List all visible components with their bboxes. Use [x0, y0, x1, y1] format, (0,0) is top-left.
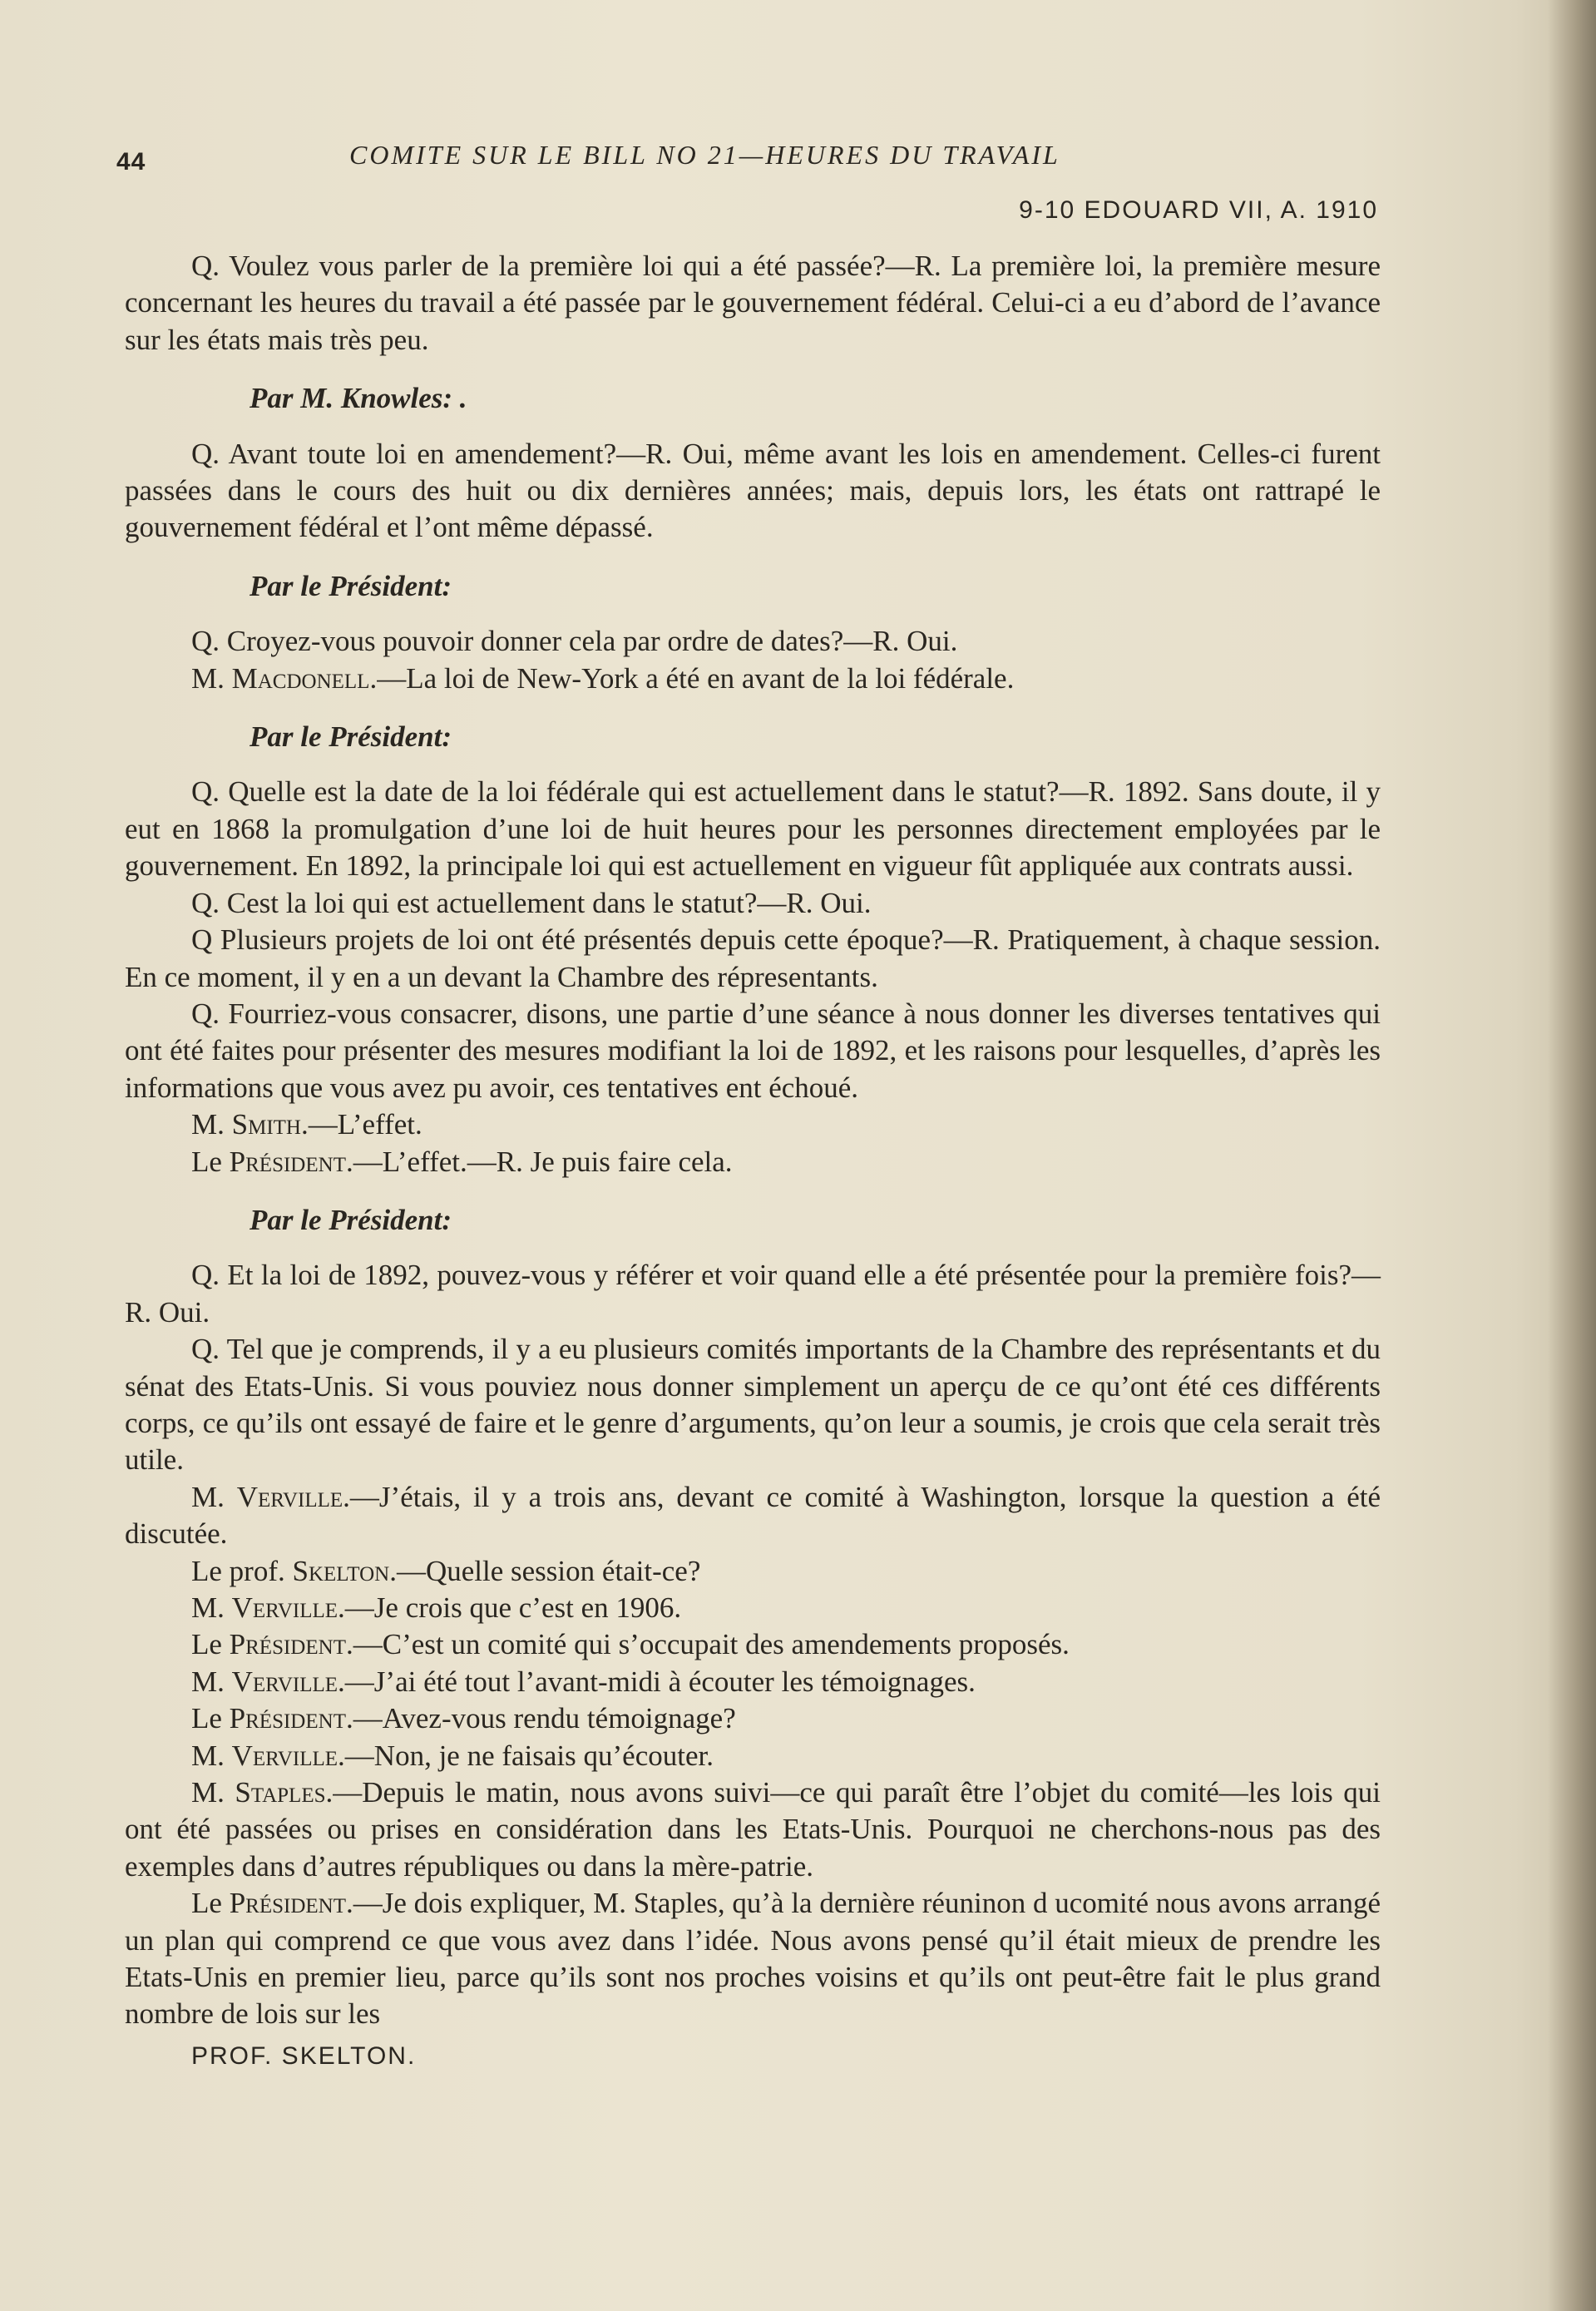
speaker-prefix: M. — [191, 1591, 232, 1624]
dialogue-text: .—J’étais, il y a trois ans, devant ce comité à Washington, lorsque la question a été discutée. — [125, 1480, 1381, 1551]
dialogue-text: .—J’ai été tout l’avant-midi à écouter les témoignages. — [338, 1665, 976, 1698]
speaker-name: Verville — [236, 1480, 343, 1513]
text-paragraph: Q. Tel que je comprends, il y a eu plusieurs comités importants de la Chambre des représentants et du sénat des Etats-Unis. Si vous pouviez nous donner simplement un aperçu de ce qu’ont été ces différents corps, ce qu’ils ont essayé de faire et le genre d’arguments, qu’on leur a soumis, je crois que cela serait très utile. — [125, 1333, 1381, 1477]
dialogue-paragraph — [125, 1479, 1381, 1553]
speaker-prefix: Le — [191, 1702, 230, 1735]
speaker-name: Président — [229, 1702, 346, 1735]
binding-shadow — [1548, 0, 1596, 2311]
speaker-prefix: Le prof. — [191, 1554, 293, 1587]
dialogue-paragraph — [125, 1774, 1381, 1885]
speaker-heading: Par M. Knowles: . — [250, 382, 467, 415]
dialogue-paragraph — [125, 1664, 1381, 1700]
speaker-prefix: M. — [191, 1776, 235, 1809]
speaker-name: Verville — [231, 1591, 338, 1624]
speaker-prefix: M. — [191, 661, 232, 695]
speaker-name: Macdonell — [231, 661, 370, 695]
text-paragraph: Q. Et la loi de 1892, pouvez-vous y référer et voir quand elle a été présentée pour la première fois?—R. Oui. — [125, 1259, 1381, 1329]
speaker-heading: Par le Président: — [250, 569, 452, 602]
text-paragraph: Q. Avant toute loi en amendement?—R. Oui, même avant les lois en amendement. Celles-ci furent passées dans le cours des huit ou dix dernières années; mais, depuis lors, les états ont rattrapé le gouvernement fédéral et l’ont même dépassé. — [125, 437, 1381, 544]
speaker-name: Staples — [235, 1776, 326, 1809]
dialogue-text: .—C’est un comité qui s’occupait des amendements proposés. — [345, 1628, 1070, 1661]
dialogue-paragraph — [125, 1590, 1381, 1626]
dialogue-paragraph — [125, 1553, 1381, 1590]
speaker-prefix: M. — [191, 1739, 232, 1772]
speaker-heading: Par le Président: — [250, 720, 452, 754]
dialogue-text: .—Non, je ne faisais qu’écouter. — [338, 1739, 714, 1772]
running-head: COMITE SUR LE BILL NO 21—HEURES DU TRAVAIL — [349, 140, 1060, 170]
speaker-prefix: M. — [191, 1108, 232, 1141]
text-paragraph: Q. Cest la loi qui est actuellement dans le statut?—R. Oui. — [191, 886, 872, 919]
dialogue-paragraph — [125, 1626, 1381, 1663]
speaker-name: Verville — [231, 1665, 338, 1698]
dialogue-text: .—L’effet. — [300, 1108, 422, 1141]
text-paragraph: Q. Quelle est la date de la loi fédérale qui est actuellement dans le statut?—R. 1892. Sans doute, il y eut en 1868 la promulgation d’une loi de huit heures pour les personnes directement employées par le gouvernement. En 1892, la principale loi qui est actuellement en vigueur fût appliquée aux contrats aussi. — [125, 775, 1381, 883]
dialogue-text: .—Je crois que c’est en 1906. — [338, 1591, 682, 1624]
speaker-name: Président — [229, 1145, 346, 1178]
speaker-name: Président — [229, 1628, 346, 1661]
speaker-name: Verville — [231, 1739, 338, 1772]
speaker-prefix: M. — [191, 1665, 232, 1698]
dialogue-text: .—Avez-vous rendu témoignage? — [345, 1702, 736, 1735]
session-line: 9-10 EDOUARD VII, A. 1910 — [1019, 196, 1378, 224]
speaker-name: Smith — [231, 1108, 301, 1141]
dialogue-text: .—Depuis le matin, nous avons suivi—ce qui paraît être l’objet du comité—les lois qui ont été passées ou prises en considération dans les Etats-Unis. Pourquoi ne cherchons-nous pas des exemples dans d’autres républiques ou dans la mère-patrie. — [125, 1776, 1381, 1883]
dialogue-paragraph — [125, 661, 1381, 697]
dialogue-paragraph — [125, 1885, 1381, 2033]
dialogue-paragraph — [125, 1738, 1381, 1774]
dialogue-text: .—La loi de New-York a été en avant de la loi fédérale. — [369, 661, 1015, 695]
signature: PROF. SKELTON. — [191, 2041, 417, 2070]
dialogue-text: .—L’effet.—R. Je puis faire cela. — [345, 1145, 733, 1178]
text-paragraph: Q. Croyez-vous pouvoir donner cela par ordre de dates?—R. Oui. — [191, 625, 958, 658]
text-paragraph: Q. Fourriez-vous consacrer, disons, une partie d’une séance à nous donner les diverses tentatives qui ont été faites pour présenter des mesures modifiant la loi de 1892, et les raisons pour lesquelles, d’après les informations que vous avez pu avoir, ces tentatives ent échoué. — [125, 997, 1381, 1104]
speaker-heading: Par le Président: — [250, 1203, 452, 1236]
speaker-prefix: Le — [191, 1145, 230, 1178]
speaker-prefix: Le — [191, 1628, 230, 1661]
text-paragraph: Q Plusieurs projets de loi ont été présentés depuis cette époque?—R. Pratiquement, à chaque session. En ce moment, il y en a un devant la Chambre des répresentants. — [125, 923, 1381, 993]
dialogue-paragraph — [125, 1700, 1381, 1737]
dialogue-paragraph — [125, 1106, 1381, 1143]
dialogue-text: .—Je dois expliquer, M. Staples, qu’à la dernière réuninon d ucomité nous avons arrangé un plan qui comprend ce que vous avez dans l’idée. Nous avons pensé qu’il était mieux de prendre les Etats-Unis en premier lieu, parce qu’ils sont nos proches voisins et qu’ils ont peut-être fait le plus grand nombre de lois sur les — [125, 1887, 1381, 2031]
dialogue-text: .—Quelle session était-ce? — [389, 1554, 701, 1587]
speaker-prefix: M. — [191, 1480, 237, 1513]
body-text — [125, 248, 1381, 2075]
speaker-prefix: Le — [191, 1887, 230, 1920]
dialogue-paragraph — [125, 1144, 1381, 1180]
speaker-name: Skelton — [292, 1554, 390, 1587]
page-number: 44 — [116, 148, 146, 176]
text-paragraph: Q. Voulez vous parler de la première loi qui a été passée?—R. La première loi, la première mesure concernant les heures du travail a été passée par le gouvernement fédéral. Celui-ci a eu d’abord de l’avance sur les états mais très peu. — [125, 250, 1381, 356]
speaker-name: Président — [229, 1887, 346, 1920]
